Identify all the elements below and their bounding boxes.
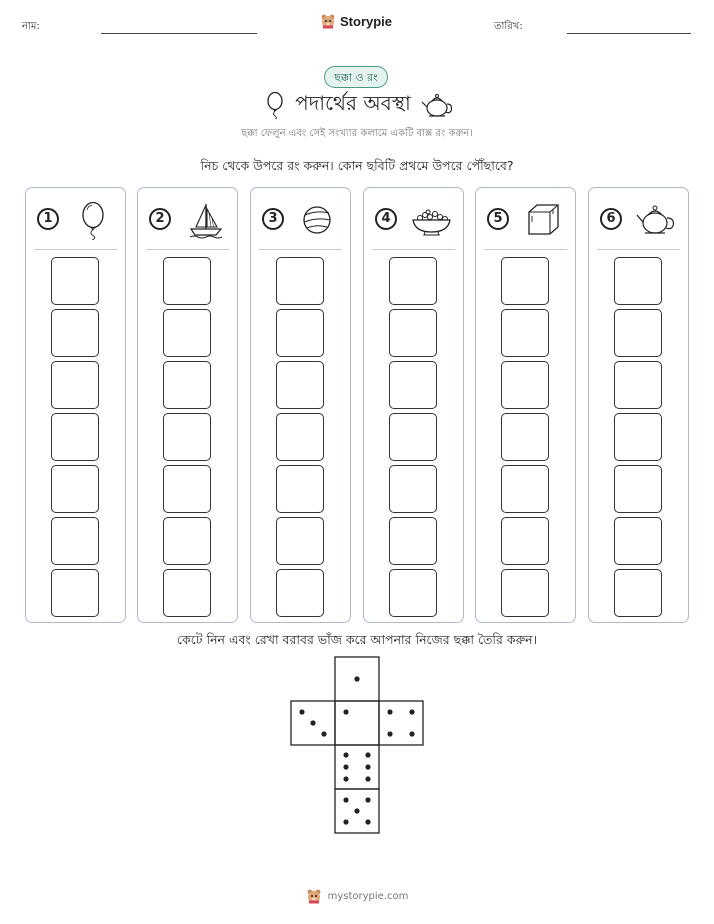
color-box[interactable] [614, 257, 662, 305]
column-3 [250, 187, 351, 623]
page-title [250, 90, 470, 120]
color-box[interactable] [51, 465, 99, 513]
column-1 [25, 187, 126, 623]
color-box[interactable] [163, 413, 211, 461]
dice-pip [343, 797, 348, 802]
dice-pip [409, 731, 414, 736]
column-5 [475, 187, 576, 623]
color-box[interactable] [163, 361, 211, 409]
color-box[interactable] [276, 517, 324, 565]
teapot-icon [421, 91, 455, 119]
column-number: 6 [600, 208, 622, 230]
dice-pip [365, 776, 370, 781]
bear-icon [320, 13, 336, 29]
date-label: তারিখ: [494, 21, 523, 32]
color-box[interactable] [276, 413, 324, 461]
color-box[interactable] [614, 517, 662, 565]
dice-pip [343, 709, 348, 714]
color-box[interactable] [276, 569, 324, 617]
color-box[interactable] [614, 465, 662, 513]
color-box[interactable] [501, 361, 549, 409]
column-number: 4 [375, 208, 397, 230]
color-box[interactable] [389, 569, 437, 617]
instruction-text: নিচ থেকে উপরে রং করুন। কোন ছবিটি প্রথমে উপরে পৌঁছাবে? [200, 158, 514, 173]
dice-pip [365, 819, 370, 824]
dice-pip [354, 808, 359, 813]
color-box[interactable] [163, 517, 211, 565]
dice-pip [343, 776, 348, 781]
dice-pip [409, 709, 414, 714]
color-box[interactable] [51, 569, 99, 617]
column-divider [372, 249, 455, 250]
color-box[interactable] [389, 257, 437, 305]
dice-pip [343, 764, 348, 769]
dice-pip [365, 797, 370, 802]
color-box[interactable] [163, 309, 211, 357]
column-divider [34, 249, 117, 250]
color-box[interactable] [276, 309, 324, 357]
title-text: পদার্থের অবস্থা [295, 90, 411, 115]
sailboat-icon [184, 200, 226, 240]
footer [0, 888, 714, 904]
column-2 [137, 187, 238, 623]
color-box[interactable] [389, 413, 437, 461]
color-box[interactable] [389, 361, 437, 409]
color-box[interactable] [51, 361, 99, 409]
color-box[interactable] [51, 517, 99, 565]
color-box[interactable] [389, 517, 437, 565]
color-box[interactable] [614, 361, 662, 409]
dice-net [290, 656, 426, 836]
color-box[interactable] [276, 465, 324, 513]
color-box[interactable] [614, 413, 662, 461]
color-box[interactable] [501, 517, 549, 565]
color-box[interactable] [389, 309, 437, 357]
color-box[interactable] [501, 413, 549, 461]
name-line[interactable] [101, 33, 257, 34]
color-box[interactable] [501, 257, 549, 305]
dice-face-right [379, 701, 423, 745]
column-divider [259, 249, 342, 250]
dice-face-lower [335, 745, 379, 789]
footer-url[interactable]: mystorypie.com [327, 890, 409, 902]
color-box[interactable] [614, 309, 662, 357]
color-box[interactable] [51, 413, 99, 461]
dice-pip [387, 731, 392, 736]
color-box[interactable] [51, 257, 99, 305]
color-box[interactable] [389, 465, 437, 513]
color-box[interactable] [501, 309, 549, 357]
color-box[interactable] [163, 257, 211, 305]
activity-badge: ছক্কা ও রং [324, 66, 388, 88]
column-number: 5 [487, 208, 509, 230]
name-label: নাম: [22, 21, 40, 32]
column-divider [484, 249, 567, 250]
dice-pip [299, 709, 304, 714]
color-box[interactable] [276, 257, 324, 305]
brand-logo [320, 13, 400, 29]
color-box[interactable] [501, 569, 549, 617]
brand-name: Storypie [340, 13, 393, 29]
dice-pip [354, 676, 359, 681]
teapot-icon [635, 200, 677, 240]
column-divider [597, 249, 680, 250]
column-number: 1 [37, 208, 59, 230]
dice-pip [310, 720, 315, 725]
dice-pip [343, 752, 348, 757]
date-line[interactable] [567, 33, 691, 34]
color-box[interactable] [163, 569, 211, 617]
dice-pip [387, 709, 392, 714]
color-box[interactable] [614, 569, 662, 617]
column-number: 2 [149, 208, 171, 230]
ice-cube-icon [522, 200, 564, 240]
dice-face-center [335, 701, 379, 745]
column-divider [146, 249, 229, 250]
dice-pip [365, 764, 370, 769]
balloon-icon [265, 91, 285, 119]
color-box[interactable] [163, 465, 211, 513]
subtitle: ছক্কা ফেলুন এবং সেই সংখ্যার কলামে একটি বাক্স রং করুন। [241, 128, 473, 139]
dice-pip [365, 752, 370, 757]
cereal-bowl-icon [410, 200, 452, 240]
ball-icon [297, 200, 339, 240]
dice-pip [343, 819, 348, 824]
dice-pip [321, 731, 326, 736]
cut-instruction: কেটে নিন এবং রেখা বরাবর ভাঁজ করে আপনার নিজের ছক্কা তৈরি করুন। [176, 632, 538, 647]
color-box[interactable] [501, 465, 549, 513]
bear-icon [306, 888, 322, 904]
color-box[interactable] [276, 361, 324, 409]
column-4 [363, 187, 464, 623]
color-box[interactable] [51, 309, 99, 357]
balloon-icon [72, 200, 114, 240]
column-6 [588, 187, 689, 623]
column-number: 3 [262, 208, 284, 230]
